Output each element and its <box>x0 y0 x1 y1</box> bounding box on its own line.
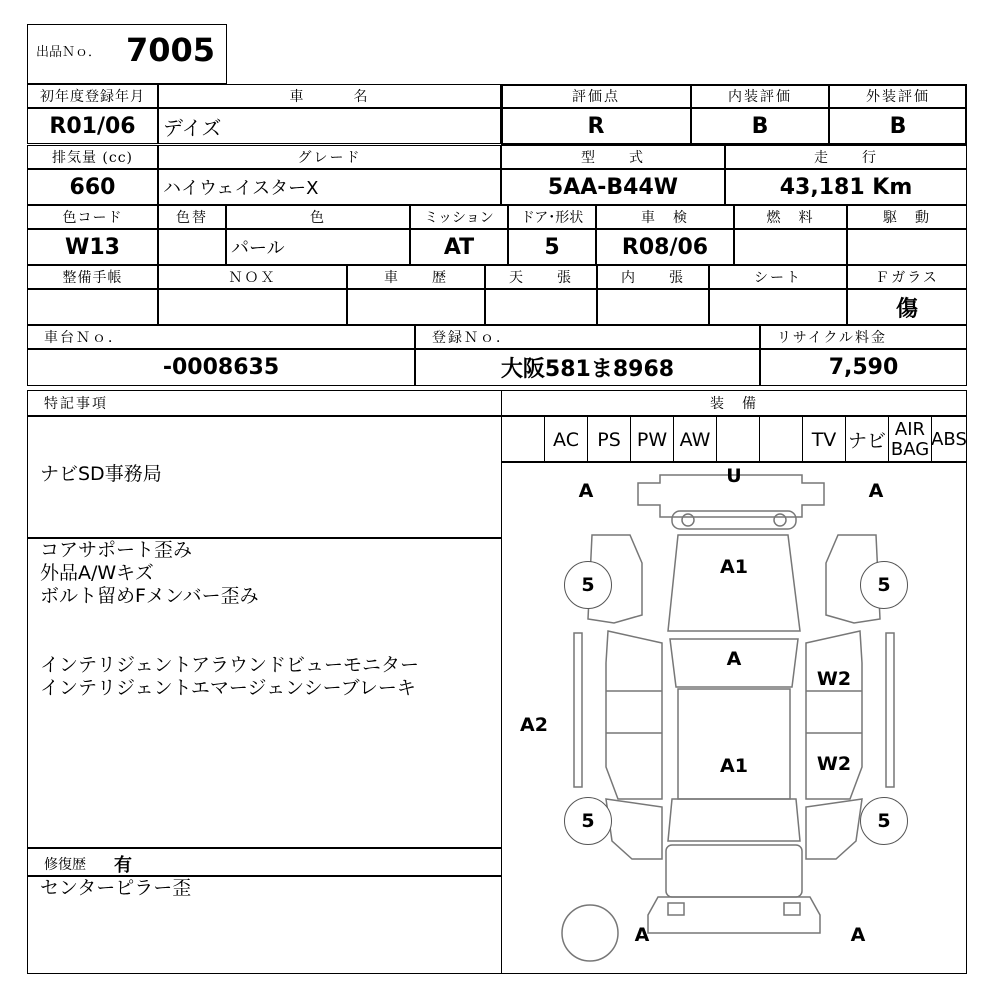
car-diagram-panel <box>501 462 967 974</box>
color-label: 色 <box>226 205 410 229</box>
grade-right-front-door: W2 <box>816 668 852 690</box>
repair-history-value: 有 <box>114 855 132 876</box>
grade-label: グレード <box>158 145 501 169</box>
mission-value: AT <box>410 229 508 265</box>
model-label: 型 式 <box>501 145 725 169</box>
equipment-airbag <box>889 417 932 462</box>
left-step-part <box>574 633 582 787</box>
lot-number: 7005 <box>126 31 216 69</box>
grade-value: ハイウェイスターX <box>158 169 501 205</box>
first-reg-label: 初年度登録年月 <box>27 84 158 108</box>
fuel-value <box>734 229 847 265</box>
car-name-value: デイズ <box>158 108 501 144</box>
note-line: ボルト留めFメンバー歪み <box>40 585 259 607</box>
nox-value <box>158 289 347 325</box>
grade-roof-front: A <box>726 648 742 670</box>
rear-light-part <box>668 903 684 915</box>
equipment-empty <box>502 417 545 462</box>
grade-hood: A1 <box>720 556 748 578</box>
nox-label: ＮＯＸ <box>158 265 347 289</box>
equipment-airbag-line1: AIR <box>894 418 926 440</box>
score-value: R <box>501 108 691 144</box>
repair-history-row <box>27 848 502 876</box>
score-frame <box>501 84 967 145</box>
interior-grade-label: 内装評価 <box>691 84 829 108</box>
equipment-row <box>501 416 967 462</box>
chassis-label: 車台Ｎｏ． <box>27 325 415 349</box>
tire-front-right: 5 <box>860 561 908 609</box>
equipment-ac: AC <box>545 417 588 462</box>
car-name-label: 車 名 <box>158 84 501 108</box>
maintenance-value <box>27 289 158 325</box>
note-line: コアサポート歪み <box>40 539 193 561</box>
rear-gate-part <box>666 845 802 897</box>
grade-rear-right: A <box>850 924 866 946</box>
equipment-tv: TV <box>803 417 846 462</box>
inspection-label: 車 検 <box>596 205 734 229</box>
front-grille-part <box>672 511 796 529</box>
note-line: 外品A/Wキズ <box>40 562 154 584</box>
door-label: ドア･形状 <box>508 205 596 229</box>
fuel-label: 燃 料 <box>734 205 847 229</box>
rear-light-part <box>784 903 800 915</box>
car-diagram <box>502 463 966 973</box>
drive-label: 駆 動 <box>847 205 967 229</box>
sunroof-label: 天 張 <box>485 265 597 289</box>
history-label: 車 歴 <box>347 265 485 289</box>
note-line: ナビSD事務局 <box>40 463 162 485</box>
spare-tire-part <box>562 905 618 961</box>
displacement-label: 排気量 (cc) <box>27 145 158 169</box>
color-code-label: 色コード <box>27 205 158 229</box>
mission-label: ミッション <box>410 205 508 229</box>
equipment-empty <box>717 417 760 462</box>
recycle-label: リサイクル料金 <box>760 325 967 349</box>
tire-rear-right: 5 <box>860 797 908 845</box>
front-emblem-part <box>682 514 694 526</box>
notes-block-1 <box>27 416 502 538</box>
glass-label: Ｆガラス <box>847 265 967 289</box>
repair-history-label: 修復歴 <box>44 857 86 873</box>
equipment-airbag-line2: BAG <box>890 438 930 460</box>
grade-front-right: A <box>868 480 884 502</box>
lot-number-label: 出品Ｎｏ． <box>36 45 102 60</box>
left-doors-part <box>606 631 662 799</box>
equipment-label: 装 備 <box>501 390 967 416</box>
recycle-value: 7,590 <box>760 349 967 386</box>
rear-glass-part <box>668 799 800 841</box>
roof-part <box>678 689 790 799</box>
seat-value <box>709 289 847 325</box>
equipment-aw: AW <box>674 417 717 462</box>
color-value: パール <box>226 229 410 265</box>
history-value <box>347 289 485 325</box>
equipment-navi: ナビ <box>846 417 889 462</box>
reg-no-value: 大阪581ま8968 <box>415 349 760 386</box>
reg-no-label: 登録Ｎｏ． <box>415 325 760 349</box>
equipment-empty <box>760 417 803 462</box>
tire-front-left: 5 <box>564 561 612 609</box>
inspection-value: R08/06 <box>596 229 734 265</box>
hood-part <box>668 535 800 631</box>
lot-number-box <box>27 24 227 84</box>
grade-rear-left: A <box>634 924 650 946</box>
notes-label: 特記事項 <box>27 390 502 416</box>
grade-front-bumper: U <box>726 465 742 487</box>
interior-grade-value: B <box>691 108 829 144</box>
left-door-line-part <box>606 691 662 733</box>
equipment-ps: PS <box>588 417 631 462</box>
color-code-value: W13 <box>27 229 158 265</box>
first-reg-value: R01/06 <box>27 108 158 144</box>
equipment-pw: PW <box>631 417 674 462</box>
note-line: インテリジェントアラウンドビューモニター <box>40 654 420 676</box>
exterior-grade-label: 外装評価 <box>829 84 967 108</box>
repair-note-block <box>27 876 502 974</box>
right-rear-fender-part <box>806 799 862 859</box>
front-emblem-part <box>774 514 786 526</box>
interior-trim-label: 内 張 <box>597 265 709 289</box>
score-label: 評価点 <box>501 84 691 108</box>
grade-roof: A1 <box>720 755 748 777</box>
repair-note: センターピラー歪 <box>40 877 192 899</box>
drive-value <box>847 229 967 265</box>
sunroof-value <box>485 289 597 325</box>
model-value: 5AA-B44W <box>501 169 725 205</box>
note-line: インテリジェントエマージェンシーブレーキ <box>40 677 416 699</box>
chassis-value: -0008635 <box>27 349 415 386</box>
grade-left-side: A2 <box>520 714 548 736</box>
grade-right-rear-door: W2 <box>816 753 852 775</box>
equipment-abs: ABS <box>931 429 967 450</box>
seat-label: シート <box>709 265 847 289</box>
mileage-label: 走 行 <box>725 145 967 169</box>
mileage-value: 43,181 Km <box>725 169 967 205</box>
maintenance-label: 整備手帳 <box>27 265 158 289</box>
tire-rear-left: 5 <box>564 797 612 845</box>
notes-block-2 <box>27 538 502 848</box>
glass-value: 傷 <box>847 289 967 325</box>
left-rear-fender-part <box>606 799 662 859</box>
displacement-value: 660 <box>27 169 158 205</box>
color-change-value <box>158 229 226 265</box>
grade-front-left: A <box>578 480 594 502</box>
interior-trim-value <box>597 289 709 325</box>
color-change-label: 色替 <box>158 205 226 229</box>
exterior-grade-value: B <box>829 108 967 144</box>
door-value: 5 <box>508 229 596 265</box>
right-door-line-part <box>806 691 862 733</box>
right-step-part <box>886 633 894 787</box>
